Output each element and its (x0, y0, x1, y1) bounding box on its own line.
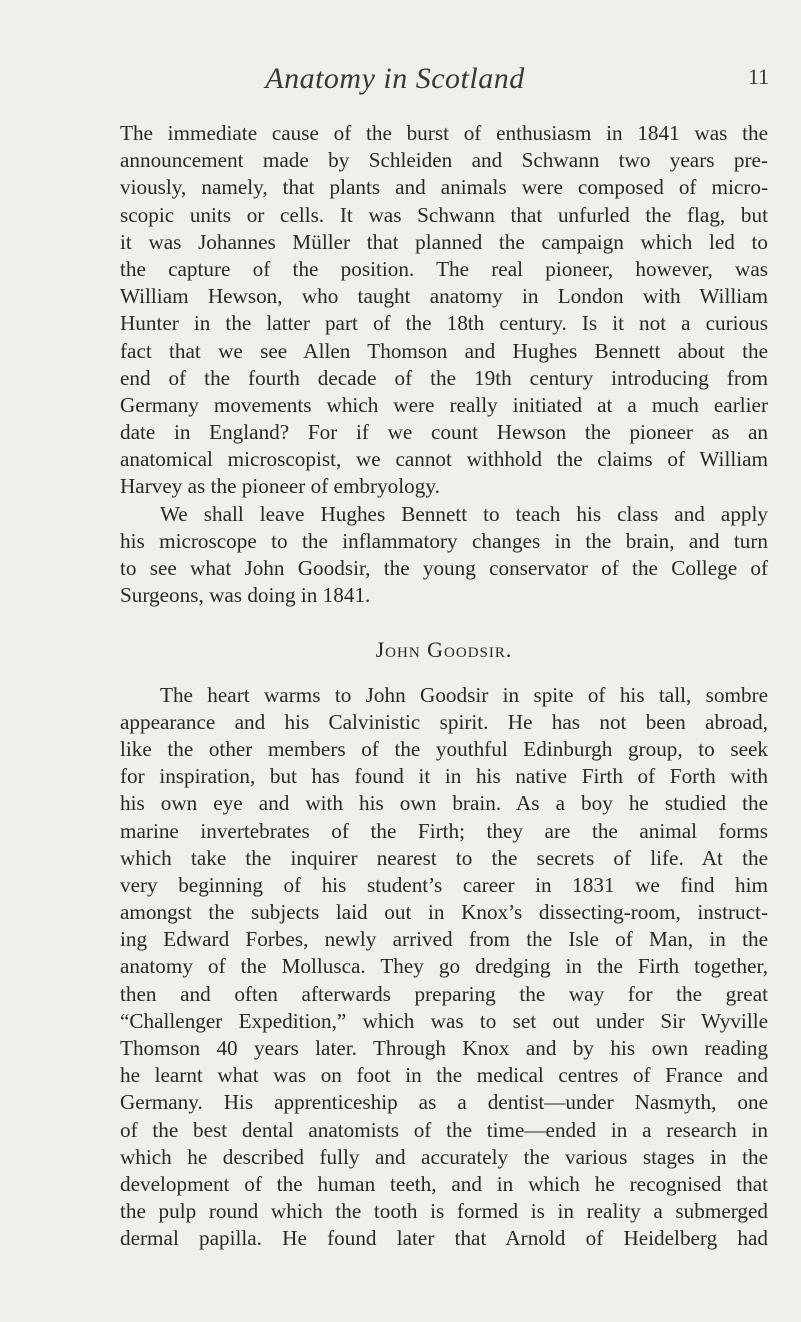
text-line: to see what John Goodsir, the young conservator of the College of (120, 556, 768, 580)
text-line: end of the fourth decade of the 19th century introducing from (120, 365, 768, 390)
text-line: the capture of the position. The real pioneer, however, was (120, 256, 768, 281)
text-line: marine invertebrates of the Firth; they are the animal forms (120, 818, 768, 843)
text-line: anatomical microscopist, we cannot withhold the claims of William (120, 447, 768, 472)
text-line: ing Edward Forbes, newly arrived from the Isle of Man, in the (120, 927, 768, 952)
text-line: Hunter in the latter part of the 18th century. Is it not a curious (120, 311, 768, 336)
text-line: then and often afterwards preparing the way for the great (120, 981, 768, 1006)
text-line: date in England? For if we count Hewson the pioneer as an (120, 420, 768, 445)
page-number: 11 (748, 64, 770, 89)
paragraph-3 (120, 682, 768, 1253)
text-line: fact that we see Allen Thomson and Hughes Bennett about the (120, 338, 768, 363)
text-line: The immediate cause of the burst of enthusiasm in 1841 was the (120, 121, 768, 145)
text-line: dermal papilla. He found later that Arnold of Heidelberg had (120, 1226, 768, 1251)
text-line: for inspiration, but has found it in his native Firth of Forth with (120, 764, 768, 789)
text-line: The heart warms to John Goodsir in spite of his tall, sombre (160, 682, 768, 707)
section-heading: John Goodsir. (375, 637, 513, 663)
text-line: he learnt what was on foot in the medical centres of France and (120, 1063, 768, 1088)
text-line: the pulp round which the tooth is formed is in reality a submerged (120, 1199, 768, 1224)
text-line: scopic units or cells. It was Schwann that unfurled the flag, but (120, 202, 768, 227)
text-line: Surgeons, was doing in 1841. (120, 583, 371, 608)
text-line: his own eye and with his own brain. As a boy he studied the (120, 791, 768, 816)
text-line: viously, namely, that plants and animals were composed of micro- (120, 175, 768, 200)
text-line: development of the human teeth, and in which he recognised that (120, 1171, 768, 1196)
text-line: Germany. His apprenticeship as a dentist—under Nasmyth, one (120, 1090, 768, 1115)
text-line: like the other members of the youthful Edinburgh group, to seek (120, 736, 768, 761)
text-line: We shall leave Hughes Bennett to teach his class and apply (160, 501, 768, 526)
text-line: which he described fully and accurately the various stages in the (120, 1144, 768, 1169)
text-line: William Hewson, who taught anatomy in London with William (120, 284, 768, 309)
body-text (120, 120, 768, 1253)
text-line: very beginning of his student’s career in 1831 we find him (120, 872, 768, 897)
running-head-title: Anatomy in Scotland (265, 62, 525, 95)
text-line: which take the inquirer nearest to the secrets of life. At the (120, 845, 768, 870)
paragraph-2 (120, 501, 768, 610)
text-line: of the best dental anatomists of the time—ended in a research in (120, 1117, 768, 1142)
text-line: Germany movements which were really initiated at a much earlier (120, 392, 768, 417)
text-line: Thomson 40 years later. Through Knox and by his own reading (120, 1036, 768, 1060)
text-line: anatomy of the Mollusca. They go dredging in the Firth together, (120, 954, 768, 979)
text-line: it was Johannes Müller that planned the campaign which led to (120, 229, 768, 254)
paragraph-1 (120, 120, 768, 501)
text-line: Harvey as the pioneer of embryology. (120, 474, 440, 499)
text-line: announcement made by Schleiden and Schwann two years pre- (120, 148, 768, 173)
text-line: his microscope to the inflammatory changes in the brain, and turn (120, 528, 768, 553)
text-line: appearance and his Calvinistic spirit. He has not been abroad, (120, 709, 768, 734)
text-line: amongst the subjects laid out in Knox’s dissecting-room, instruct- (120, 900, 768, 925)
text-line: “Challenger Expedition,” which was to set out under Sir Wyville (120, 1008, 768, 1033)
